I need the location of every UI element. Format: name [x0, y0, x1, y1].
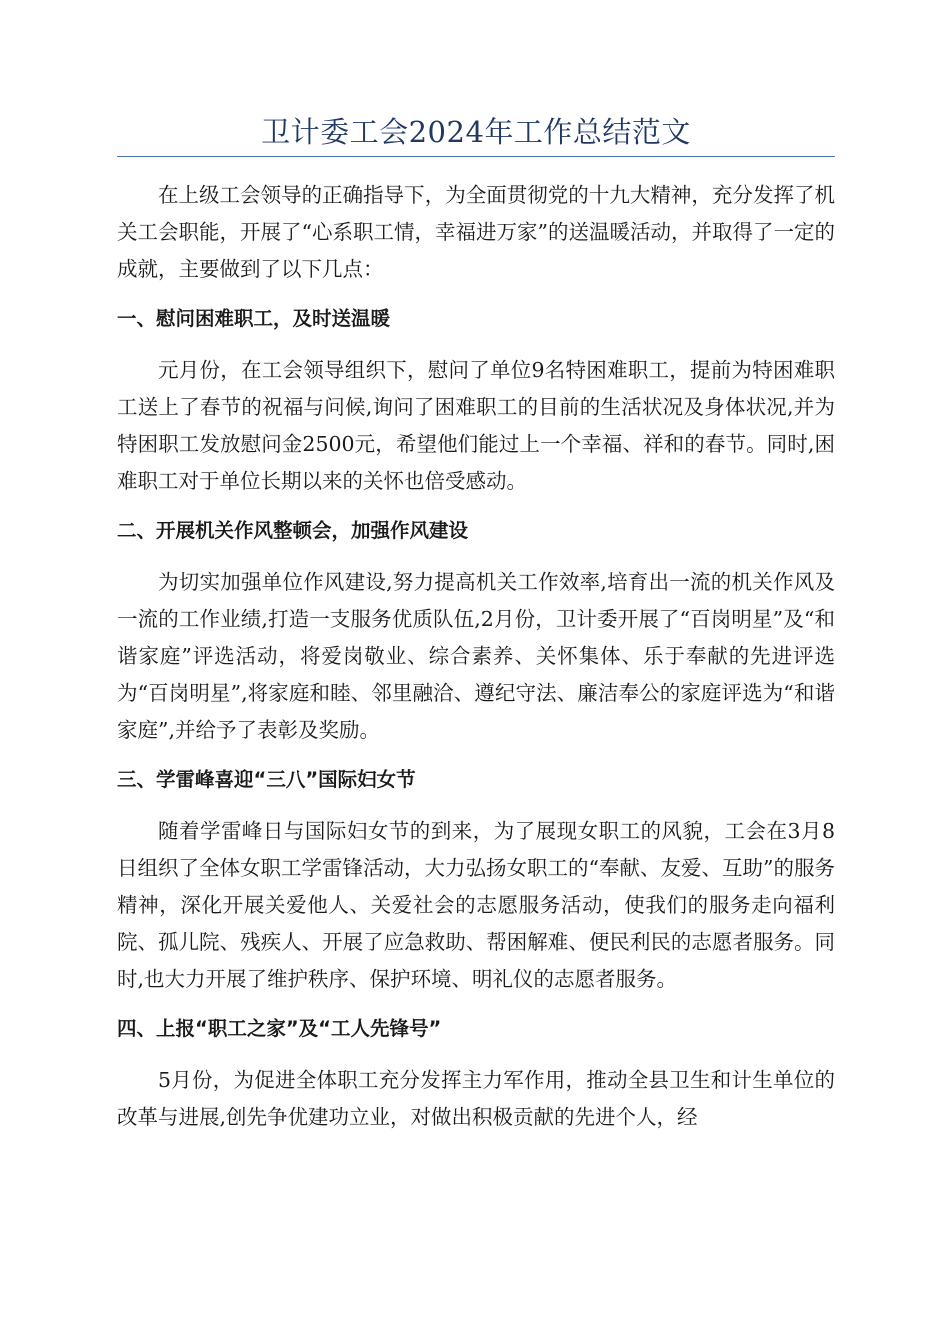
document-title: 卫计委工会2024年工作总结范文 [117, 110, 835, 157]
section-body-2: 为切实加强单位作风建设,努力提高机关工作效率,培育出一流的机关作风及一流的工作业绩,打造一支服务优质队伍,2月份，卫计委开展了“百岗明星”及“和谐家庭”评选活动，将爱岗敬业、综合素养、关怀集体、乐于奉献的先进评选为“百岗明星”,将家庭和睦、邻里融洽、遵纪守法、廉洁奉公的家庭评选为“和谐家庭”,并给予了表彰及奖励。 [117, 570, 835, 742]
section-body-3: 随着学雷峰日与国际妇女节的到来，为了展现女职工的风貌，工会在3月8日组织了全体女职工学雷锋活动，大力弘扬女职工的“奉献、友爱、互助”的服务精神，深化开展关爱他人、关爱社会的志愿服务活动，使我们的服务走向福利院、孤儿院、残疾人、开展了应急救助、帮困解难、便民利民的志愿者服务。同时,也大力开展了维护秩序、保护环境、明礼仪的志愿者服务。 [117, 819, 835, 991]
section-heading-4: 四、上报“职工之家”及“工人先锋号” [117, 1017, 442, 1040]
document-page [117, 110, 835, 1136]
section-body-1: 元月份，在工会领导组织下，慰问了单位9名特困难职工，提前为特困难职工送上了春节的祝福与问候,询问了困难职工的目前的生活状况及身体状况,并为特困职工发放慰问金2500元，希望他们能过上一个幸福、祥和的春节。同时,困难职工对于单位长期以来的关怀也倍受感动。 [117, 358, 835, 493]
section-heading-1: 一、慰问困难职工，及时送温暖 [117, 307, 391, 330]
intro-paragraph: 在上级工会领导的正确指导下，为全面贯彻党的十九大精神，充分发挥了机关工会职能，开展了“心系职工情，幸福进万家”的送温暖活动，并取得了一定的成就，主要做到了以下几点： [117, 183, 835, 281]
section-heading-2: 二、开展机关作风整顿会，加强作风建设 [117, 519, 469, 542]
section-heading-3: 三、学雷峰喜迎“三八”国际妇女节 [117, 768, 416, 791]
section-body-4: 5月份，为促进全体职工充分发挥主力军作用，推动全县卫生和计生单位的改革与进展,创先争优建功立业，对做出积极贡献的先进个人，经 [117, 1068, 835, 1129]
